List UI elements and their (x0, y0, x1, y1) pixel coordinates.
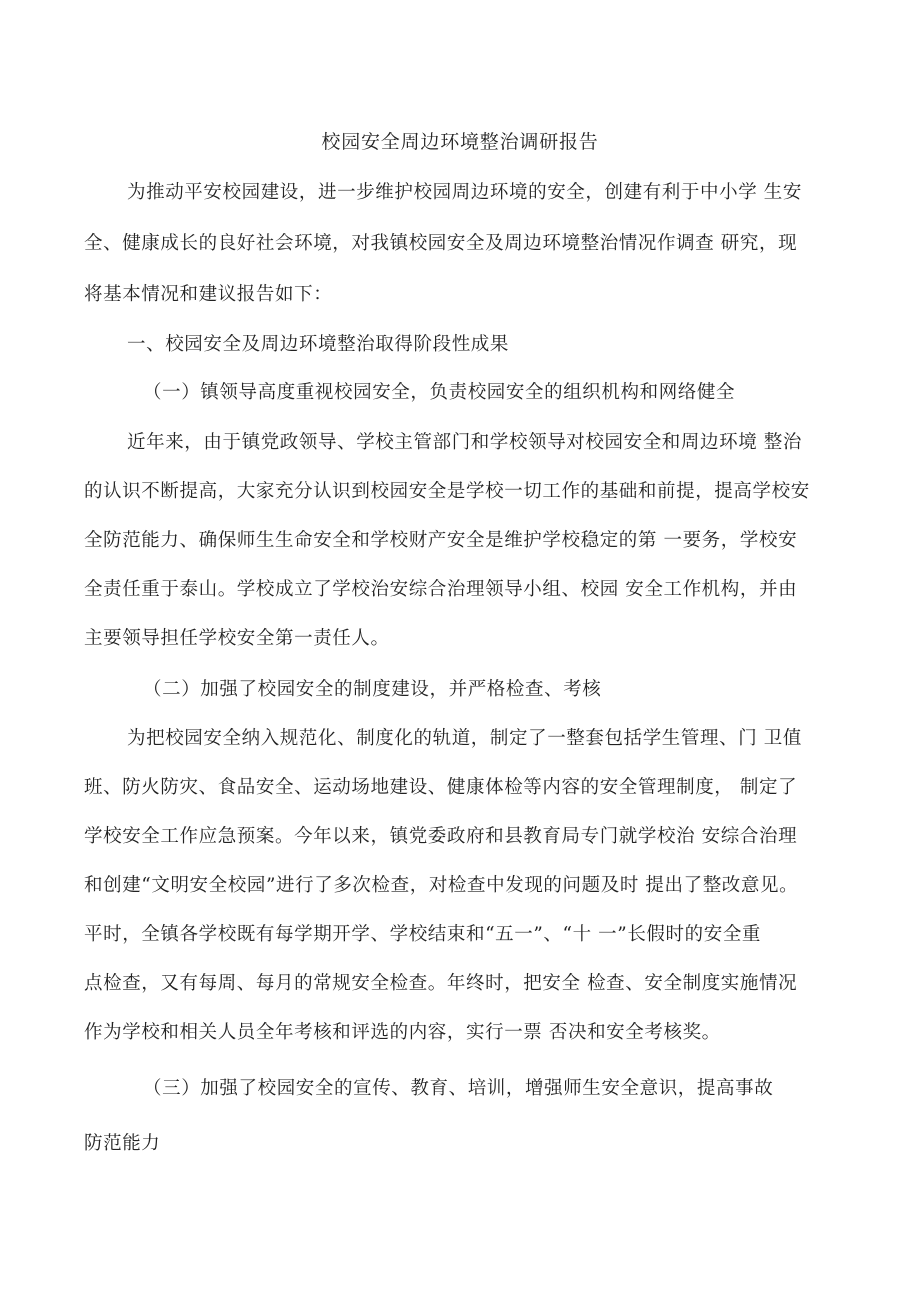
sub2-line-1: 为把校园安全纳入规范化、制度化的轨道，制定了一整套包括学生管理、门 卫值 (127, 728, 802, 749)
intro-line-3: 将基本情况和建议报告如下： (84, 284, 333, 305)
intro-line-1: 为推动平安校园建设，进一步维护校园周边环境的安全，创建有利于中小学 生安 (127, 182, 802, 203)
document-title: 校园安全周边环境整治调研报告 (321, 131, 599, 153)
sub2-line-5: 平时，全镇各学校既有每学期开学、学校结束和“五一”、“十 一”长假时的安全重 (84, 924, 762, 945)
sub1-line-2: 的认识不断提高，大家充分认识到校园安全是学校一切工作的基础和前提，提高学校安 (84, 481, 810, 502)
section1-heading: 一、校园安全及周边环境整治取得阶段性成果 (127, 334, 510, 355)
sub1-line-4: 全责任重于泰山。学校成立了学校治安综合治理领导小组、校园 安全工作机构，并由 (84, 579, 798, 600)
sub1-line-5: 主要领导担任学校安全第一责任人。 (84, 628, 390, 649)
sub2-line-6: 点检查，又有每周、每月的常规安全检查。年终时，把安全 检查、安全制度实施情况 (84, 973, 798, 994)
intro-line-2: 全、健康成长的良好社会环境，对我镇校园安全及周边环境整治情况作调查 研究，现 (84, 233, 798, 254)
sub1-heading: （一）镇领导高度重视校园安全，负责校园安全的组织机构和网络健全 (143, 382, 736, 403)
sub1-line-3: 全防范能力、确保师生生命安全和学校财产安全是维护学校稳定的第 一要务，学校安 (84, 530, 798, 551)
sub1-line-1: 近年来，由于镇党政领导、学校主管部门和学校领导对校园安全和周边环境 整治 (127, 432, 802, 453)
sub2-line-7: 作为学校和相关人员全年考核和评选的内容，实行一票 否决和安全考核奖。 (84, 1022, 721, 1043)
sub2-line-3: 学校安全工作应急预案。今年以来，镇党委政府和县教育局专门就学校治 安综合治理 (84, 826, 798, 847)
sub2-line-4: 和创建“文明安全校园”进行了多次检查，对检查中发现的问题及时 提出了整改意见。 (84, 875, 799, 896)
sub2-line-2: 班、防火防灾、食品安全、运动场地建设、健康体检等内容的安全管理制度， 制定了 (84, 777, 798, 798)
sub3-heading: （三）加强了校园安全的宣传、教育、培训，增强师生安全意识，提高事故 (143, 1078, 774, 1099)
sub3-line-1: 防范能力 (84, 1133, 161, 1154)
sub2-heading: （二）加强了校园安全的制度建设，并严格检查、考核 (143, 679, 602, 700)
